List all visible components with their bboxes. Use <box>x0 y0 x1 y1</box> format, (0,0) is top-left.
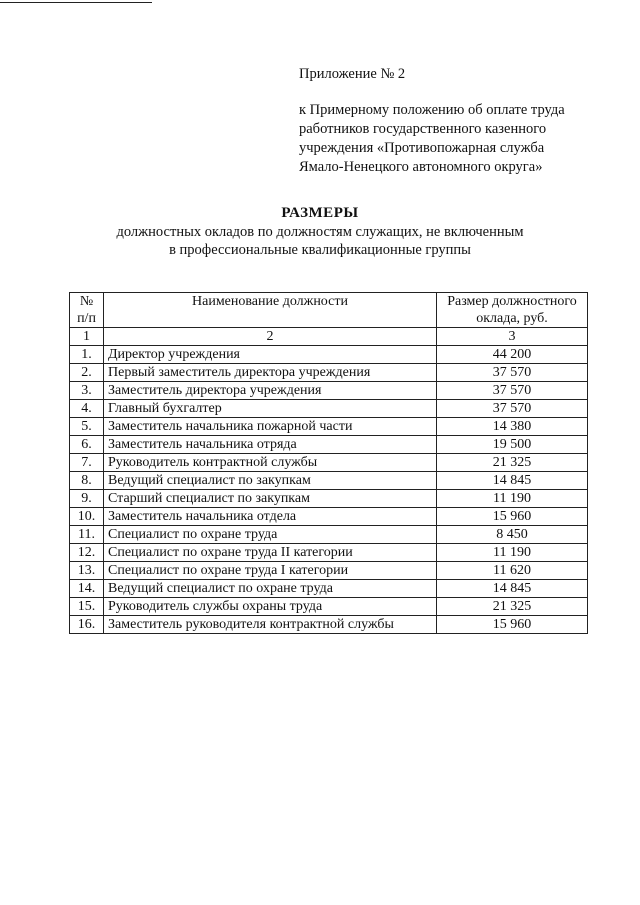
salary-cell: 14 845 <box>437 472 588 490</box>
salary-cell: 11 190 <box>437 490 588 508</box>
table-row <box>70 598 588 616</box>
index-cell: 2 <box>104 328 437 346</box>
table-row <box>70 544 588 562</box>
table-row <box>70 490 588 508</box>
salary-cell: 15 960 <box>437 508 588 526</box>
row-number-cell: 6. <box>70 436 104 454</box>
row-number-cell: 4. <box>70 400 104 418</box>
row-number-cell: 10. <box>70 508 104 526</box>
salary-cell: 21 325 <box>437 454 588 472</box>
appendix-label: Приложение № 2 <box>299 66 406 82</box>
header-position: Наименование должности <box>104 293 437 328</box>
header-salary <box>437 293 588 328</box>
table-row <box>70 400 588 418</box>
row-number-cell: 7. <box>70 454 104 472</box>
appendix-reference <box>299 101 599 177</box>
header-salary-line1: Размер должностного <box>447 294 577 309</box>
document-heading <box>0 203 640 259</box>
top-rule <box>0 2 152 3</box>
heading-line: должностных окладов по должностям служащих, не включенным <box>116 224 524 240</box>
position-name-cell: Заместитель руководителя контрактной службы <box>104 616 437 634</box>
table-row <box>70 436 588 454</box>
position-name-cell: Старший специалист по закупкам <box>104 490 437 508</box>
heading-line: в профессиональные квалификационные группы <box>169 242 471 258</box>
reference-line: работников государственного казенного <box>299 121 547 137</box>
position-name-cell: Руководитель контрактной службы <box>104 454 437 472</box>
position-name-cell: Директор учреждения <box>104 346 437 364</box>
table-row <box>70 616 588 634</box>
header-number-line2: п/п <box>77 311 96 326</box>
position-name-cell: Руководитель службы охраны труда <box>104 598 437 616</box>
table-header-row <box>70 293 588 328</box>
header-salary-line2: оклада, руб. <box>476 311 548 326</box>
salary-cell: 11 190 <box>437 544 588 562</box>
table-row <box>70 454 588 472</box>
position-name-cell: Заместитель директора учреждения <box>104 382 437 400</box>
position-name-cell: Первый заместитель директора учреждения <box>104 364 437 382</box>
row-number-cell: 16. <box>70 616 104 634</box>
row-number-cell: 13. <box>70 562 104 580</box>
position-name-cell: Ведущий специалист по закупкам <box>104 472 437 490</box>
position-name-cell: Ведущий специалист по охране труда <box>104 580 437 598</box>
table-row <box>70 472 588 490</box>
row-number-cell: 11. <box>70 526 104 544</box>
position-name-cell: Специалист по охране труда II категории <box>104 544 437 562</box>
salary-cell: 11 620 <box>437 562 588 580</box>
position-name-cell: Заместитель начальника отряда <box>104 436 437 454</box>
position-name-cell: Главный бухгалтер <box>104 400 437 418</box>
salary-cell: 37 570 <box>437 364 588 382</box>
index-cell: 3 <box>437 328 588 346</box>
row-number-cell: 3. <box>70 382 104 400</box>
row-number-cell: 12. <box>70 544 104 562</box>
salary-cell: 14 845 <box>437 580 588 598</box>
table-row <box>70 382 588 400</box>
table-row <box>70 418 588 436</box>
position-name-cell: Специалист по охране труда <box>104 526 437 544</box>
salary-table <box>69 292 588 634</box>
row-number-cell: 9. <box>70 490 104 508</box>
header-number-line1: № <box>79 294 94 309</box>
row-number-cell: 15. <box>70 598 104 616</box>
reference-line: к Примерному положению об оплате труда <box>299 102 565 118</box>
salary-cell: 21 325 <box>437 598 588 616</box>
table-row <box>70 526 588 544</box>
table-index-row <box>70 328 588 346</box>
row-number-cell: 1. <box>70 346 104 364</box>
header-number <box>70 293 104 328</box>
table-body <box>70 346 588 634</box>
table-row <box>70 364 588 382</box>
salary-cell: 37 570 <box>437 400 588 418</box>
salary-cell: 14 380 <box>437 418 588 436</box>
heading-title: РАЗМЕРЫ <box>281 205 359 221</box>
row-number-cell: 8. <box>70 472 104 490</box>
table-row <box>70 346 588 364</box>
reference-line: учреждения «Противопожарная служба <box>299 140 545 156</box>
position-name-cell: Заместитель начальника отдела <box>104 508 437 526</box>
salary-cell: 8 450 <box>437 526 588 544</box>
position-name-cell: Заместитель начальника пожарной части <box>104 418 437 436</box>
position-name-cell: Специалист по охране труда I категории <box>104 562 437 580</box>
index-cell: 1 <box>70 328 104 346</box>
row-number-cell: 14. <box>70 580 104 598</box>
salary-cell: 44 200 <box>437 346 588 364</box>
table-row <box>70 508 588 526</box>
reference-line: Ямало-Ненецкого автономного округа» <box>299 159 543 175</box>
table-row <box>70 562 588 580</box>
row-number-cell: 5. <box>70 418 104 436</box>
salary-cell: 19 500 <box>437 436 588 454</box>
salary-cell: 37 570 <box>437 382 588 400</box>
row-number-cell: 2. <box>70 364 104 382</box>
salary-cell: 15 960 <box>437 616 588 634</box>
table-row <box>70 580 588 598</box>
